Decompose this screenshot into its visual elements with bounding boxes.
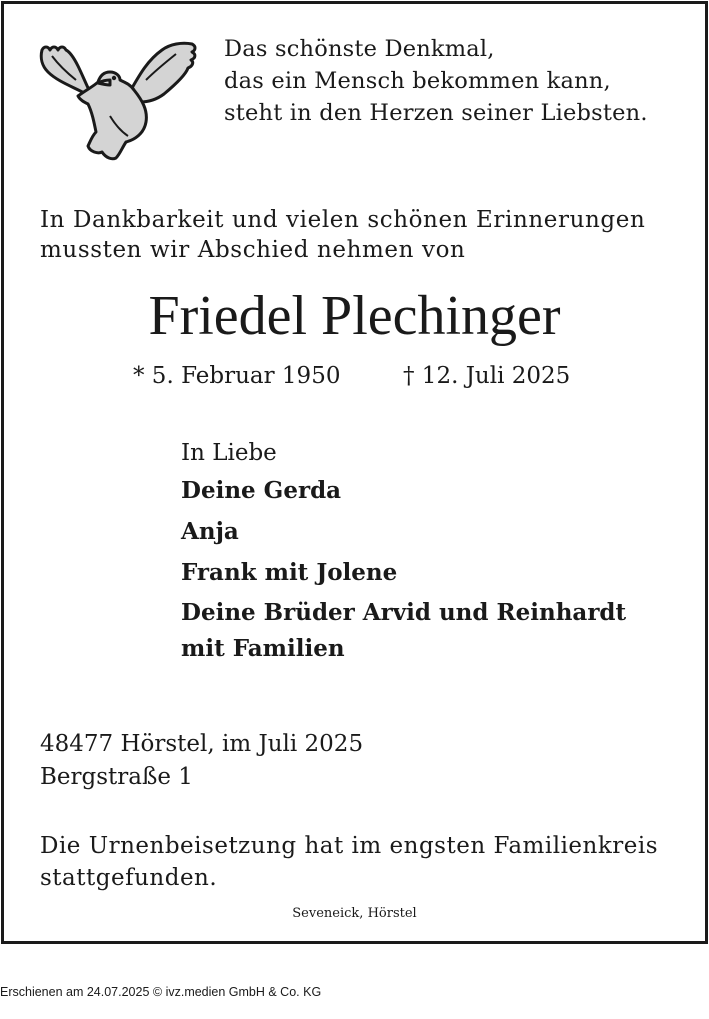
mourner-name: Frank mit Jolene (181, 559, 398, 586)
mourner-name: mit Familien (181, 635, 345, 662)
mourners-list (181, 436, 626, 665)
birth-date: * 5. Februar 1950 (133, 363, 341, 389)
deceased-name: Friedel Plechinger (148, 285, 561, 347)
mourner-name: Deine Brüder Arvid und Reinhardt (181, 599, 627, 626)
mourner-name: Deine Gerda (181, 477, 342, 504)
dove-icon (36, 36, 202, 164)
mourners-intro: In Liebe (181, 440, 277, 466)
burial-note (40, 830, 658, 894)
motto-line: das ein Mensch bekommen kann, (224, 68, 611, 94)
address-block (40, 728, 363, 794)
motto-quote (224, 33, 648, 129)
intro-line: In Dankbarkeit und vielen schönen Erinnerungen (40, 207, 646, 233)
note-line: stattgefunden. (40, 865, 218, 891)
funeral-home: Seveneick, Hörstel (292, 906, 417, 921)
motto-line: Das schönste Denkmal, (224, 36, 495, 62)
address-line: Bergstraße 1 (40, 764, 193, 790)
address-line: 48477 Hörstel, im Juli 2025 (40, 731, 364, 757)
motto-line: steht in den Herzen seiner Liebsten. (224, 100, 648, 126)
death-date: † 12. Juli 2025 (403, 363, 571, 389)
note-line: Die Urnenbeisetzung hat im engsten Familienkreis (40, 833, 659, 859)
publication-footer: Erschienen am 24.07.2025 © ivz.medien GmbH & Co. KG (0, 985, 322, 999)
intro-text (40, 205, 645, 265)
mourner-name: Anja (181, 518, 239, 545)
intro-line: mussten wir Abschied nehmen von (40, 237, 466, 263)
